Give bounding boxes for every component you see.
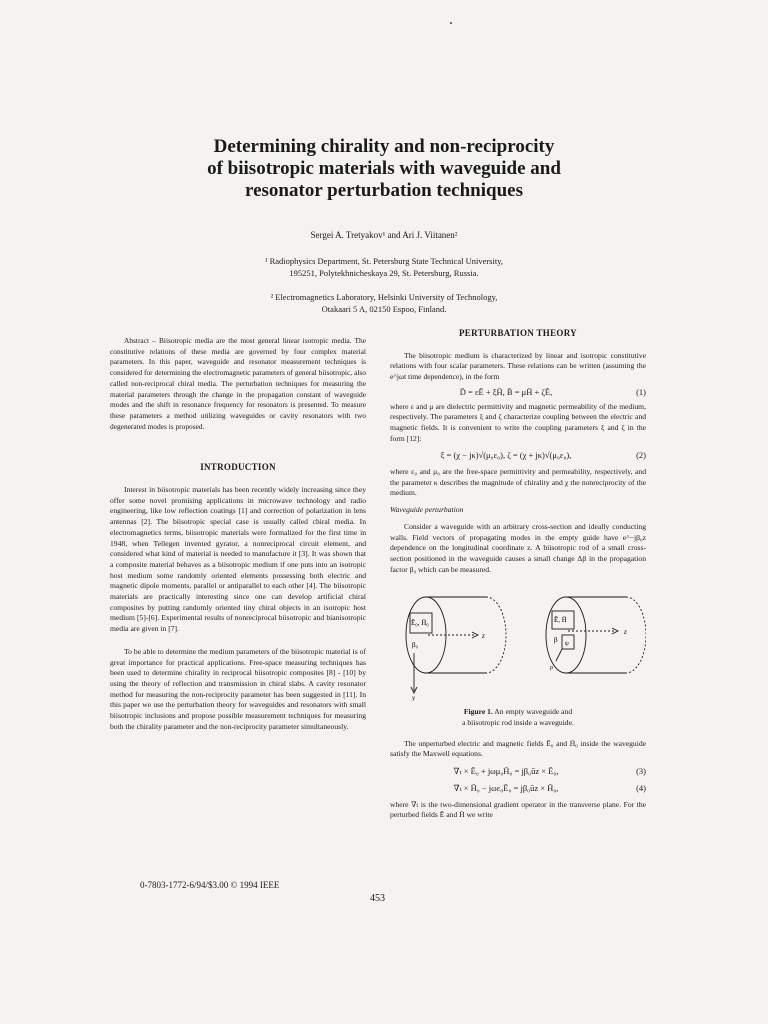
affiliation-line: ² Electromagnetics Laboratory, Helsinki University of Technology, bbox=[270, 292, 498, 302]
perturbation-paragraph-5: The unperturbed electric and magnetic fields Ē₀ and H̄₀ inside the waveguide satisfy the Maxwell equations. bbox=[390, 738, 646, 759]
perturbation-paragraph-4: Consider a waveguide with an arbitrary cross-section and ideally conducting walls. Field vectors of propagating modes in the empty guide have e^−jβ₀z dependence on the longitudinal coordinate z. A biisotropic rod of a small cross-section positioned in the waveguide causes a small change Δβ in the propagation factor β₀ which can be measured. bbox=[390, 521, 646, 574]
copyright-line: 0-7803-1772-6/94/$3.00 © 1994 IEEE bbox=[140, 880, 280, 890]
equation-1-number: (1) bbox=[636, 386, 646, 397]
perturbation-paragraph-1: The biisotropic medium is characterized by linear and isotropic constitutive relations with four scalar parameters. These relations can be written (assuming the e^jωt time dependence), in the form bbox=[390, 350, 646, 382]
waveguide-far-edge bbox=[486, 597, 506, 673]
perturbation-paragraph-3: where ε₀ and μ₀ are the free-space permittivity and permeability, respectively, and the parameter κ describes the magnitude of chirality and χ the nonreciprocity of the medium. bbox=[390, 467, 646, 498]
perturbation-paragraph-2: where ε and μ are dielectric permittivity and magnetic permeability of the medium, respectively. The parameters ξ and ζ characterize coupling between the electric and magnetic fields. It is convenient to write the coupling parameters ξ and ζ in the form [12]: bbox=[390, 401, 646, 443]
y-label: y bbox=[412, 694, 416, 702]
abstract: Abstract – Biisotropic media are the most general linear isotropic media. The constitutive relations of these media are governed by four complex material parameters. In this paper, waveguide and resonator measurement techniques is considered for determining the electromagnetic parameters of general biisotropic, also called non-reciprocal chiral media. The perturbation techniques for measuring the material parameters through the change in the propagation constant of waveguide modes and the shift in resonance frequency for resonators is presented. To measure these parameters a method utilizing waveguides or cavity resonators with two degenerated modes is proposed. bbox=[110, 336, 366, 431]
equation-2-body: ξ = (χ − jκ)√(μ₀ε₀), ζ = (χ + jκ)√(μ₀ε₀), bbox=[440, 450, 572, 461]
paper-title bbox=[110, 136, 658, 202]
affiliation-2 bbox=[0, 291, 768, 315]
equation-3-number: (3) bbox=[636, 766, 646, 777]
equation-4-body: ∇ₜ × H̄₀ − jωε₀Ē₀ = jβ₀ūz × H̄₀, bbox=[453, 782, 559, 793]
waveguide-subheading: Waveguide perturbation bbox=[390, 505, 464, 515]
perturbation-heading: PERTURBATION THEORY bbox=[458, 328, 577, 338]
introduction-paragraph-2: To be able to determine the medium parameters of the biisotropic material is of great importance for practical applications. Free-space measuring techniques has been used to determine chirality in reciprocal biisotropic composites [8] - [10] by using the theory of reflection and transmission in chiral slabs. A cavity resonator method for measuring the non-reciprocity parameter has been suggested in [11]. In this paper we use the perturbation theory for waveguides and resonators with small biisotropic inclusions and propose possible measurement techniques for measuring both the chirality parameter and the non-reciprocity parameter simultaneously. bbox=[110, 646, 366, 731]
affiliation-line: 195251, Polytekhnicheskaya 29, St. Petersburg, Russia. bbox=[289, 268, 479, 278]
page-number: 453 bbox=[370, 893, 385, 904]
loaded-waveguide bbox=[546, 597, 646, 673]
speck-mark bbox=[450, 22, 452, 24]
equation-1 bbox=[390, 387, 646, 398]
equation-4 bbox=[390, 783, 646, 794]
perturbation-paragraph-6: where ∇ₜ is the two-dimensional gradient operator in the transverse plane. For the perturbed fields Ē and H̄ we write bbox=[390, 799, 646, 820]
equation-2-number: (2) bbox=[636, 450, 646, 461]
affiliation-1 bbox=[0, 255, 768, 279]
left-z-label: z bbox=[482, 632, 485, 641]
affiliation-line: ¹ Radiophysics Department, St. Petersburg State Technical University, bbox=[264, 256, 504, 266]
equation-2 bbox=[390, 450, 646, 461]
left-beta-label: β₀ bbox=[412, 641, 419, 650]
left-column bbox=[110, 336, 366, 733]
waveguide-diagram bbox=[390, 583, 646, 701]
caption-line-2: a biisotropic rod inside a waveguide. bbox=[462, 718, 574, 728]
right-beta-label: β bbox=[554, 636, 558, 645]
caption-label: Figure 1. bbox=[463, 707, 493, 717]
introduction-paragraph-1: Interest in biisotropic materials has been recently widely increasing since they offer some novel promising applications in microwave technology and radio engineering, like low reflection coatings [1] and correction of polarization in lens antennas [2]. The biisotropic special case is usually called chiral media. In electromagnetics terms, biisotropic materials were formalized for the first time in 1948, when Tellegen invented gyrator, a nonreciprocal circuit element, and considered what kind of material is needed to manufacture it [3]. It was shown that a composite material behaves as a biisotropic medium if one puts into an isotropic host medium some randomly oriented elements possessing both electric and magnetic dipole moments, parallel or antiparallel to each other [4]. The biisotropic materials are practically interesting since one can develop artificial chiral composites by putting randomly oriented tiny chiral objects in an isotropic host medium [5]-[6]. Experimental results of nonreciprocal biisotropic and bianisotropic media are given in [7]. bbox=[110, 485, 366, 634]
rho-label: ρ bbox=[550, 665, 553, 672]
equation-4-number: (4) bbox=[636, 782, 646, 793]
authors: Sergei A. Tretyakov¹ and Ari J. Viitanen² bbox=[310, 230, 458, 240]
figure-1 bbox=[390, 583, 646, 701]
empty-waveguide bbox=[406, 597, 506, 693]
right-z-label: z bbox=[624, 628, 627, 637]
equation-3 bbox=[390, 766, 646, 777]
left-field-label: Ē₀, H̄₀ bbox=[411, 619, 429, 628]
title-line: of biisotropic materials with waveguide and bbox=[207, 158, 561, 179]
title-line: Determining chirality and non-reciprocity bbox=[213, 136, 555, 157]
equation-3-body: ∇ₜ × Ē₀ + jωμ₀H̄₀ = jβ₀ūz × Ē₀, bbox=[453, 766, 559, 777]
title-line: resonator perturbation techniques bbox=[245, 180, 523, 201]
affiliation-line: Otakaari 5 A, 02150 Espoo, Finland. bbox=[321, 304, 447, 314]
waveguide-far-edge bbox=[626, 597, 646, 673]
rod-symbol: ψ bbox=[565, 641, 569, 648]
figure-1-caption bbox=[390, 707, 646, 728]
right-column bbox=[390, 328, 646, 821]
introduction-heading: INTRODUCTION bbox=[200, 462, 276, 473]
right-field-label: Ē, H̄ bbox=[554, 616, 567, 625]
caption-text: An empty waveguide and bbox=[492, 707, 573, 717]
waveguide-walls bbox=[566, 597, 626, 673]
rho-line bbox=[556, 649, 562, 661]
caption-line-1 bbox=[390, 707, 646, 718]
equation-1-body: D̄ = εĒ + ξH̄, B̄ = μH̄ + ζĒ, bbox=[459, 386, 553, 397]
